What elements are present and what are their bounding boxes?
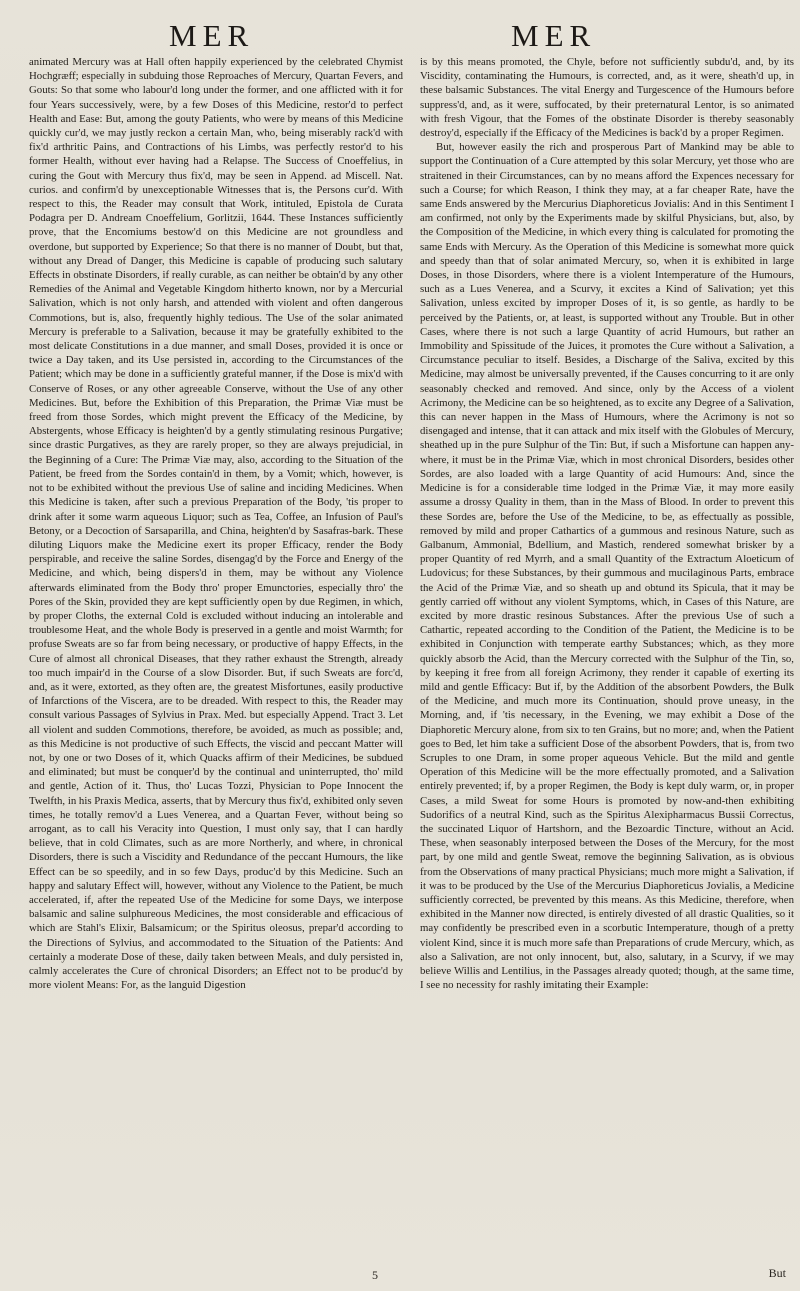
- text-columns: [29, 55, 794, 1255]
- right-paragraph-1: is by this means promoted, the Chyle, before not sufficiently subdu'd, and, by its Viscidity, contaminating the Humours, is corrected, and, as it were, sheath'd up, in these balsamic Substances. The vital Energy and Turgescence of the Humours before suppress'd, and, as it were, suffocated, by their preternatural Lentor, is so animated with fresh Vigour, that the Fomes of the obstinate Disorder is thereby seasonably destroy'd, especially if the Efficacy of the Medicines is back'd by a proper Regimen.: [420, 56, 794, 140]
- page-number: 5: [372, 1268, 378, 1282]
- left-paragraph-1: animated Mercury was at Hall often happily experienced by the celebrated Chymist Hochgræff; especially in subduing those Reproaches of Mercury, Quartan Fevers, and Gouts: So that some who labour'd long under the former, and one afflicted with it for four Years successively, were, by a few Doses of this Medicine, restor'd to perfect Health and Ease: But, among the gouty Patients, who were by means of this Medicine quickly cur'd, we may justly reckon a certain Man, who, being miserably rack'd with fix'd arthritic Pains, and Contractions of his Limbs, was perfectly restor'd to his former Health, without ever having had a Relapse. The Success of Cnoeffelius, in curing the Gout with Mercury thus fix'd, may be seen in Append. ad Miscell. Nat. curios. and confirm'd by unexceptionable Witnesses that is, the Persons cur'd. With respect to this, the Reader may consult that Work, intituled, Epistola de Curata Podagra per D. Andream Cnoeffelium, Gorlitzii, 1644. These Instances sufficiently prove, that the Encomiums bestow'd on this Medicine are not groundless and overdone, but supported by Experience; So that there is no manner of Doubt, but that, without any Dread of Danger, this Medicine is capable of producing such salutary Effects in obstinate Disorders, if really curable, as can neither be obtain'd by any other Remedies of the Animal and Vegetable Kingdom hitherto known, nor by a Mercurial Salivation, which is not only harsh, and attended with violent and often dangerous Commotions, but is, also, frequently highly tedious. The Use of the solar animated Mercury is preferable to a Salivation, because it may be gratefully exhibited to the most delicate Constitutions in a due manner, and small Doses, provided it is once or twice a Day taken, and its Use persisted in, according to the Circumstances of the Patient; which may be done in a sufficiently grateful manner, if the Dose is mix'd with Conserve of Roses, or any other agreeable Conserve, without the Use of any other Medicines. But, before the Exhibition of this Preparation, the Primæ Viæ must be freed from those Sordes, which might prevent the Efficacy of the Medicine, by Abstergents, whose Efficacy is heighten'd by a gently stimulating resinous Purgative; since drastic Purgatives, as they are rarely proper, so they are always prejudicial, in the Beginning of a Cure: The Primæ Viæ may, also, according to the Situation of the Patient, be freed from the Sordes contain'd in them, by a Vomit; which, however, is not to be exhibited without the previous Use of saline and inciding Medicines. When this Medicine is taken, after such a previous Preparation of the Body, 'tis proper to drink after it some warm aqueous Liquor; such as Tea, Coffee, an Infusion of Paul's Betony, or a Decoction of Sarsaparilla, and China, heighten'd by Sasafras-bark. These diluting Liquors make the Medicine exert its proper Efficacy, render the Body perspirable, and receive the saline Sordes, disengag'd by the Force and Energy of the Medicine, and which, being dispers'd in them, may be without any Violence afterwards eliminated from the Body thro' proper Emunctories, especially thro' the Pores of the Skin, provided they are kept sufficiently open by due Regimen, in which, by proper Cloths, the external Cold is excluded without inducing an intolerable and troublesome Heat, and the whole Body is preserved in a gentle and moist Warmth; for profuse Sweats are so far from being necessary, or productive of happy Effects, in the Cure of almost all chronical Diseases, that they rather exhaust the Strength, already too much impair'd in the Course of a slow Disorder. But, if such Sweats are forc'd, and, as it were, extorted, as they often are, the greatest Misfortunes, easily productive of Infarctions of the Viscera, are to be dreaded. With respect to this, the Reader may consult various Passages of Sylvius in Prax. Med. but especially Append. Tract 3. Let all violent and sudden Commotions, therefore, be avoided, as much as possible; and, as this Medicine is not productive of such Effects, the viscid and peccant Matter will not, by one or two Doses of it, which Quacks affirm of their Medicines, be subdued and eliminated; but must be conquer'd by the continual and uninterrupted, tho' mild and gentle, Action of it. Thus, tho' Lucas Tozzi, Physician to Pope Innocent the Twelfth, in his Praxis Medica, asserts, that by Mercury thus fix'd, exhibited only seven times, he totally remov'd a Lues Venerea, and a Quartan Fever, without being so arrogant, as to call his Veracity into Question, I must only say, that I can hardly believe, that in cold Climates, such as are more Northerly, and where, in chronical Disorders, there is such a Viscidity and Redundance of the peccant Humours, the like Effect can be so speedily, and in so few Days, produc'd by this Medicine. Such an happy and salutary Effect will, however, without any Violence to the Patient, be much accelerated, if, after the repeated Use of the Medicine for some Days, we interpose balsamic and saline sulphureous Medicines, the most considerable and efficacious of which are Stahl's Elixir, Balsamicum; or the Spiritus oleosus, prepar'd according to the Directions of Sylvius, and accommodated to the Situation of the Patients: And certainly a moderate Dose of these, daily taken between Meals, and duly persisted in, calmly accelerates the Cure of chronical Disorders; an Effect not to be produc'd by more violent Means: For, as the languid Digestion: [29, 56, 403, 992]
- running-head: [0, 18, 800, 52]
- running-head-right: MER: [511, 18, 597, 53]
- left-column: [29, 55, 403, 1255]
- running-head-left: MER: [169, 18, 255, 53]
- right-paragraph-2: But, however easily the rich and prosperous Part of Mankind may be able to support the Continuation of a Cure attempted by this solar Mercury, yet those who are straitened in their Circumstances, can by no means afford the Expences necessary for such a Course; for which Reason, I think they may, at a far cheaper Rate, have the same Ends answered by the Mercurius Diaphoreticus Jovialis: And in this Sentiment I am confirmed, not only by the Experiments made by skilful Physicians, but, also, by the Composition of the Medicine, in which every thing is calculated for promoting the same Ends with Mercury. As the Operation of this Medicine is somewhat more quick and speedy than that of solar animated Mercury, so, when it is exhibited in large Doses, in those Disorders, where there is a violent Intemperature of the Humours, such as a Lues Venerea, and a Scurvy, it excites a Kind of Salivation; yet this Salivation, unless excited by improper Doses of it, is so gentle, as hardly to be perceived by the Patients, or, at least, is supported without any Trouble. But in other Cases, where there is not such a large Quantity of acrid Humours, but rather an Immobility and Spissitude of the Juices, it promotes the Cure without a Salivation, a Circumstance peculiar to itself. Besides, a Discharge of the Saliva, excited by this Medicine, may almost be universally prevented, if the Causes concurring to it are only seasonably checked and removed. And since, only by the Access of a violent Acrimony, the Medicine can be so heightened, as to excite any Degree of a Salivation, this can never happen in the Mass of Humours, where the Acrimony is not so disengaged and intense, that it can attack and mix itself with the Globules of Mercury, sheathed up in the pure Sulphur of the Tin: But, if such a Misfortune can happen any-where, it must be in the Primæ Viæ, which in most chronical Disorders, besides other Sordes, are also loaded with a large Quantity of acid Humours: And, since the Medicine is for a considerable time lodged in the Primæ Viæ, it may more easily assume a drossy Quality in them, than in the Mass of Blood. In order to prevent this these Sordes are, before the Use of the Medicine, to be, as effectually as possible, removed by mild and proper Cathartics of a gummous and resinous Nature, such as Galbanum, Ammonial, Bdellium, and Mastich, rendered somewhat brisker by a proper Quantity of red Myrrh, and a small Quantity of the Extractum Aloeticum of Ludovicus; for these Substances, by their gummous and mucilaginous Parts, embrace the Acid of the Primæ Viæ, and so sheath up and obtund its Spicula, that it may be gently carried off without any violent Symptoms, which, in Cases of this Nature, are excited by more drastic resinous Substances. After the previous Use of such a Cathartic, repeated according to the Condition of the Patient, the Medicine is to be exhibited in Conjunction with temperate earthy Substances; which, as they more quickly absorb the Acid, than the Mercury corrected with the Sulphur of the Tin, so, by keeping it free from all foreign Acrimony, they render it capable of exerting its mild and gentle Efficacy: But if, by the Addition of the absorbent Powders, the Bulk of the Medicine, and much more its Continuation, should prove uneasy, in the Morning, and, if 'tis necessary, in the Evening, we may exhibit a Dose of the Diaphoretic Mercury alone, from six to ten Grains, but no more; and, when the Patient goes to Bed, let him take a sufficient Dose of the absorbent Powders, that is, from two Scruples to one Dram, in some proper aqueous Vehicle. But the mild and gentle Operation of this Medicine will be the more effectually promoted, and a Salivation entirely prevented; if, by a proper Regimen, the Body is kept duly warm, or, in proper Cases, a mild Sweat for some Hours is promoted by now-and-then exhibiting Sudorifics of a neutral Kind, such as the Spiritus Alexipharmacus Bussii Correctus, the succinated Liquor of Hartshorn, and the Bezoardic Tincture, without an Acid. These, when seasonably interposed between the Doses of the Mercury, for the most part, by one mild and gentle Sweat, remove the beginning Salivation, as is obvious from the Observations of many practical Physicians; much more might a Salivation, if it was to be produced by the Use of the Mercurius Diaphoreticus Jovialis, a Medicine sufficiently corrected, be prevented by this means. As this Medicine, therefore, when exhibited in the Manner now directed, is entirely divested of all drastic Qualities, so it may confidently be prescribed even in a scorbutic Intemperature, though of a pretty violent Kind, since it is much more safe than Preparations of crude Mercury, which, as also a Salivation, are not only innocent, but, also, salutary, in a Scurvy, if we may believe Willis and Lentilius, in the Passages already quoted; though, at the same time, I see no necessity for rashly imitating their Example:: [420, 141, 794, 992]
- right-column: [420, 55, 794, 1255]
- catchword: But: [768, 1266, 786, 1280]
